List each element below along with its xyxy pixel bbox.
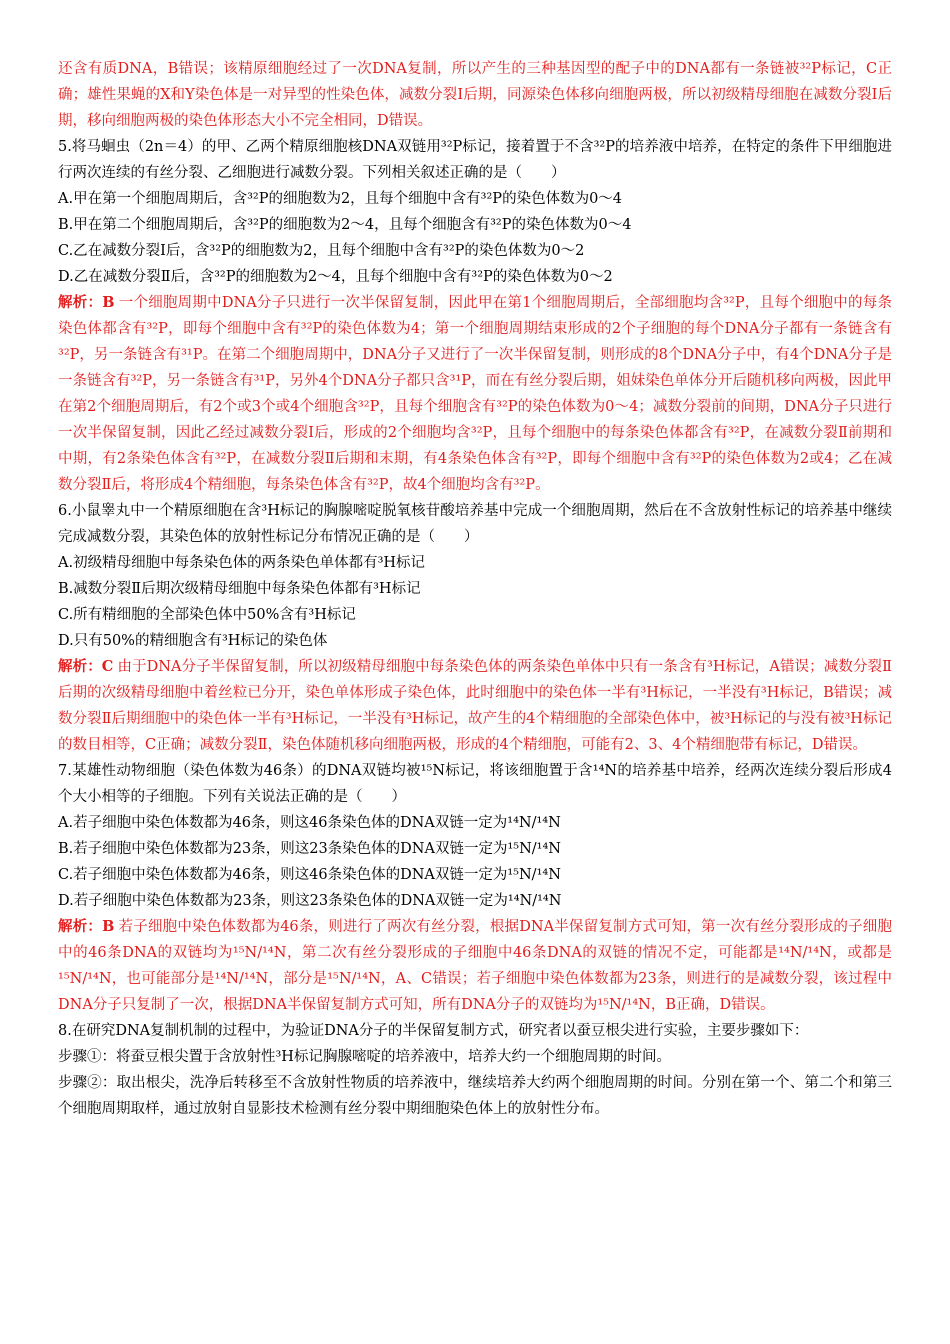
question-stem: 8.在研究DNA复制机制的过程中，为验证DNA分子的半保留复制方式，研究者以蚕豆根尖进行实验，主要步骤如下： [58, 1023, 809, 1039]
analysis-text: 若子细胞中染色体数都为46条，则进行了两次有丝分裂，根据DNA半保留复制方式可知，第一次有丝分裂形成的子细胞中的46条DNA的双链均为¹⁵N/¹⁴N，第二次有丝分裂形成的子细胞中46条DNA的双链的情况不定，可能都是¹⁴N/¹⁴N，或都是¹⁵N/¹⁴N，也可能部分是¹⁴N/¹⁴N，部分是¹⁵N/¹⁴N，A、C错误；若子细胞中染色体数都为23条，则进行的是减数分裂，该过程中DNA分子只复制了一次，根据DNA半保留复制方式可知，所有DNA分子的双链均为¹⁵N/¹⁴N，B正确，D错误。 [58, 919, 893, 1013]
analysis [58, 290, 892, 498]
answer-letter: B [102, 294, 115, 311]
question-7 [58, 758, 892, 1018]
answer-letter: B [102, 918, 115, 935]
analysis-label: 解析： [58, 658, 102, 675]
option-c: C.乙在减数分裂Ⅰ后，含³²P的细胞数为2，且每个细胞中含有³²P的染色体数为0～2 [58, 243, 585, 259]
analysis [58, 654, 892, 758]
option-c: C.所有精细胞的全部染色体中50%含有³H标记 [58, 607, 356, 623]
answer-letter: C [101, 658, 114, 675]
analysis [58, 914, 892, 1018]
option-a: A.甲在第一个细胞周期后，含³²P的细胞数为2，且每个细胞中含有³²P的染色体数为0～4 [58, 191, 623, 207]
analysis-text: 一个细胞周期中DNA分子只进行一次半保留复制，因此甲在第1个细胞周期后，全部细胞均含³²P，且每个细胞中的每条染色体都含有³²P，即每个细胞中含有³²P的染色体数为4；第一个细胞周期结束形成的2个子细胞的每个DNA分子都有一条链含有³²P，另一条链含有³¹P。在第二个细胞周期中，DNA分子又进行了一次半保留复制，则形成的8个DNA分子中，有4个DNA分子是一条链含有³²P，另一条链含有³¹P，另外4个DNA分子都只含³¹P，而在有丝分裂后期，姐妹染色单体分开后随机移向两极，因此甲在第2个细胞周期后，有2个或3个或4个细胞含³²P，且每个细胞含有³²P的染色体数为0～4；减数分裂前的间期，DNA分子只进行一次半保留复制，因此乙经过减数分裂Ⅰ后，形成的2个细胞均含³²P，且每个细胞中的每条染色体都含有³²P，在减数分裂Ⅱ前期和中期，有2条染色体含有³²P，在减数分裂Ⅱ后期和末期，有4条染色体含有³²P，即每个细胞中含有³²P的染色体数为2或4；乙在减数分裂Ⅱ后，将形成4个精细胞，每条染色体含有³²P，故4个细胞均含有³²P。 [58, 295, 893, 493]
option-b: B.减数分裂Ⅱ后期次级精母细胞中每条染色体都有³H标记 [58, 581, 421, 597]
option-d: D.若子细胞中染色体数都为23条，则这23条染色体的DNA双链一定为¹⁴N/¹⁴N [58, 893, 562, 909]
analysis-label: 解析： [58, 918, 103, 935]
question-5 [58, 134, 892, 498]
question-8 [58, 1018, 892, 1122]
question-stem: 5.将马蛔虫（2n＝4）的甲、乙两个精原细胞核DNA双链用³²P标记，接着置于不含³²P的培养液中培养，在特定的条件下甲细胞进行两次连续的有丝分裂、乙细胞进行减数分裂。下列相关叙述正确的是（ ） [58, 139, 892, 181]
question-6 [58, 498, 892, 758]
step-1: 步骤①：将蚕豆根尖置于含放射性³H标记胸腺嘧啶的培养液中，培养大约一个细胞周期的时间。 [58, 1049, 671, 1065]
analysis-label: 解析： [58, 294, 103, 311]
option-d: D.只有50%的精细胞含有³H标记的染色体 [58, 633, 328, 649]
option-d: D.乙在减数分裂Ⅱ后，含³²P的细胞数为2～4，且每个细胞中含有³²P的染色体数为0～2 [58, 269, 613, 285]
option-b: B.若子细胞中染色体数都为23条，则这23条染色体的DNA双链一定为¹⁵N/¹⁴N [58, 841, 561, 857]
document-page [58, 56, 892, 1122]
previous-analysis-continuation: 还含有质DNA，B错误；该精原细胞经过了一次DNA复制，所以产生的三种基因型的配子中的DNA都有一条链被³²P标记，C正确；雄性果蝇的X和Y染色体是一对异型的性染色体，减数分裂Ⅰ后期，同源染色体移向细胞两极，所以初级精母细胞在减数分裂Ⅰ后期，移向细胞两极的染色体形态大小不完全相同，D错误。 [58, 61, 892, 129]
option-a: A.若子细胞中染色体数都为46条，则这46条染色体的DNA双链一定为¹⁴N/¹⁴N [58, 815, 561, 831]
question-stem: 6.小鼠睾丸中一个精原细胞在含³H标记的胸腺嘧啶脱氧核苷酸培养基中完成一个细胞周期，然后在不含放射性标记的培养基中继续完成减数分裂，其染色体的放射性标记分布情况正确的是（ ） [58, 503, 892, 545]
question-stem: 7.某雄性动物细胞（染色体数为46条）的DNA双链均被¹⁵N标记，将该细胞置于含¹⁴N的培养基中培养，经两次连续分裂后形成4个大小相等的子细胞。下列有关说法正确的是（ ） [58, 763, 892, 805]
option-b: B.甲在第二个细胞周期后，含³²P的细胞数为2～4，且每个细胞含有³²P的染色体数为0～4 [58, 217, 632, 233]
option-a: A.初级精母细胞中每条染色体的两条染色单体都有³H标记 [58, 555, 426, 571]
step-2: 步骤②：取出根尖，洗净后转移至不含放射性物质的培养液中，继续培养大约两个细胞周期的时间。分别在第一个、第二个和第三个细胞周期取样，通过放射自显影技术检测有丝分裂中期细胞染色体上的放射性分布。 [58, 1075, 892, 1117]
option-c: C.若子细胞中染色体数都为46条，则这46条染色体的DNA双链一定为¹⁵N/¹⁴N [58, 867, 561, 883]
analysis-text: 由于DNA分子半保留复制，所以初级精母细胞中每条染色体的两条染色单体中只有一条含有³H标记，A错误；减数分裂Ⅱ后期的次级精母细胞中着丝粒已分开，染色单体形成子染色体，此时细胞中的染色体一半有³H标记，一半没有³H标记，B错误；减数分裂Ⅱ后期细胞中的染色体一半有³H标记，一半没有³H标记，故产生的4个精细胞的全部染色体中，被³H标记的与没有被³H标记的数目相等，C正确；减数分裂Ⅱ，染色体随机移向细胞两极，形成的4个精细胞，可能有2、3、4个精细胞带有标记，D错误。 [58, 659, 892, 753]
